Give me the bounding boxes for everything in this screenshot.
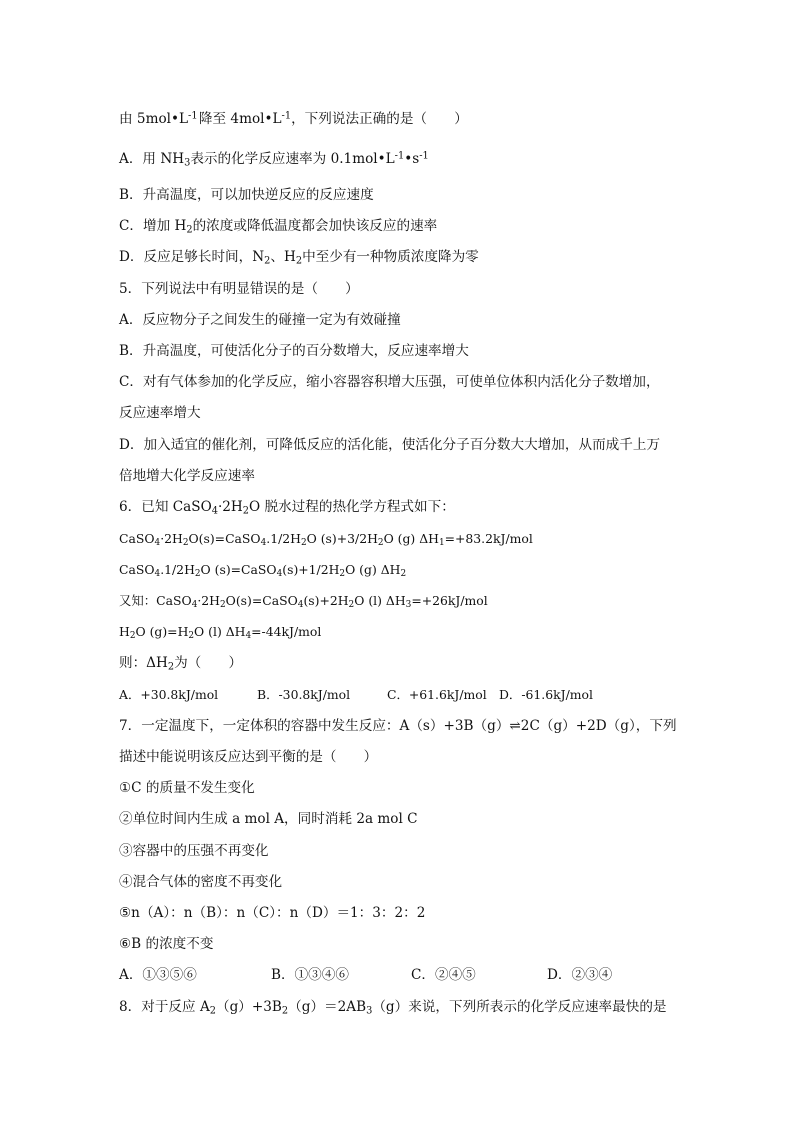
q6-ask: 则：$\Delta H_2$为（ ） — [119, 655, 243, 673]
q7-option-c: C．②④⑤ — [411, 967, 476, 983]
q6-equation-2: $CaSO_4.1/2H_2O$ $(s)=CaSO_4(s)+1/2H_2O$ (g) $\Delta H_2$ — [119, 562, 407, 580]
q7-item-3: ③容器中的压强不再变化 — [119, 843, 269, 859]
q7-option-b: B．①③④⑥ — [271, 967, 349, 983]
q5-option-d-line1: D．加入适宜的催化剂，可降低反应的活化能，使活化分子百分数大大增加，从而成千上万 — [119, 437, 661, 453]
q6-option-a: A．+30.8kJ/mol — [119, 687, 219, 702]
q6-equation-3: 又知：$CaSO_4\cdot 2H_2O(s)=CaSO_4(s)+2H_2O$ (l) $\Delta H_3=+26kJ$/mol — [119, 593, 488, 611]
q5-option-c-line1: C．对有气体参加的化学反应，缩小容器容积增大压强，可使单位体积内活化分子数增加， — [119, 374, 660, 390]
q7-item-5: ⑤n（A）：n（B）：n（C）：n（D）＝1：3：2：2 — [119, 905, 426, 921]
q4-option-a: A．用 $NH_3$表示的化学反应速率为 $0.1mol•L^{-1}•s^{-1}$ — [119, 150, 429, 169]
q6-options — [119, 686, 593, 704]
q7-options — [119, 966, 612, 984]
q4-stem: 由 $5mol•L^{-1}$ 降至 $4mol•L^{-1}$，下列说法正确的是（ ） — [119, 110, 468, 127]
q7-stem-line2: 描述中能说明该反应达到平衡的是（ ） — [119, 749, 378, 765]
q5-option-a: A．反应物分子之间发生的碰撞一定为有效碰撞 — [119, 312, 401, 328]
q8-stem: 8．对于反应 $A_2(g)+3B_2(g)=2AB_3(g)$来说，下列所表示的化学反应速率最快的是 — [119, 999, 667, 1017]
q7-option-a: A．①③⑤⑥ — [119, 967, 197, 983]
q6-stem: 6．已知 $CaSO_4\cdot 2H_2O$ 脱水过程的热化学方程式如下： — [119, 499, 455, 517]
q5-stem: 5．下列说法中有明显错误的是（ ） — [119, 281, 359, 297]
q5-option-b: B．升高温度，可使活化分子的百分数增大，反应速率增大 — [119, 343, 469, 359]
q4-option-b: B．升高温度，可以加快逆反应的反应速度 — [119, 187, 374, 203]
q7-option-d: D．②③④ — [547, 967, 613, 983]
q6-option-c: C．+61.6kJ/mol — [387, 687, 487, 702]
q6-option-d: D．-61.6kJ/mol — [499, 687, 593, 702]
q7-stem-line1: 7．一定温度下，一定体积的容器中发生反应：A（s）+3B（g）⇌2C（g）+2D（g），下列 — [119, 718, 677, 734]
q7-item-2: ②单位时间内生成 a mol A，同时消耗 2a mol C — [119, 811, 418, 827]
q5-option-c-line2: 反应速率增大 — [119, 405, 201, 421]
q7-item-1: ①C 的质量不发生变化 — [119, 780, 255, 796]
q4-option-d: D．反应足够长时间，$N_2$、$H_2$中至少有一种物质浓度降为零 — [119, 249, 479, 267]
q6-equation-4: $H_2O$ $(g)=H_2O$ (l) $\Delta H_4=-44kJ$/mol — [119, 624, 322, 642]
q6-option-b: B．-30.8kJ/mol — [257, 687, 351, 702]
q6-equation-1: $CaSO_4\cdot 2H_2O(s)=CaSO_4.1/2H_2O$ $(s)+3/2H_2O$ (g) $\Delta H_1=+83.2kJ$/mol — [119, 531, 533, 549]
q5-option-d-line2: 倍地增大化学反应速率 — [119, 468, 255, 484]
q7-item-6: ⑥B 的浓度不变 — [119, 936, 214, 952]
q7-item-4: ④混合气体的密度不再变化 — [119, 874, 283, 890]
q4-option-c: C．增加 $H_2$的浓度或降低温度都会加快该反应的速率 — [119, 218, 438, 236]
